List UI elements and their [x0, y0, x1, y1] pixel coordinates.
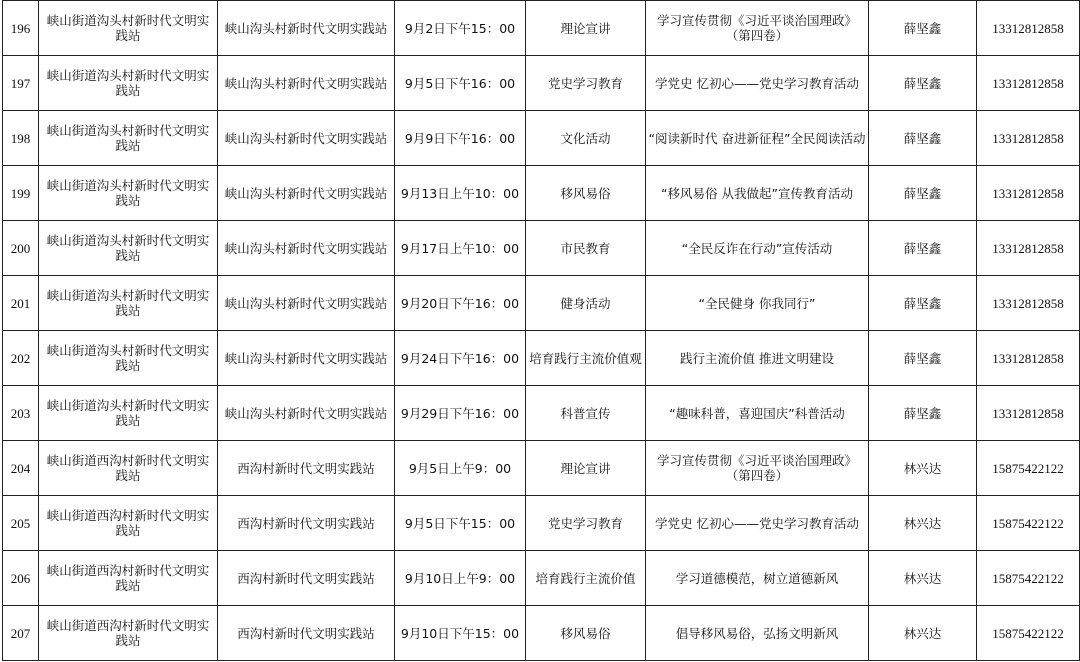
- activity-content-cell: 学习道德模范，树立道德新风: [646, 551, 869, 606]
- phone-cell: 15875422122: [977, 551, 1080, 606]
- organization-cell: 峡山街道沟头村新时代文明实践站: [39, 331, 218, 386]
- activity-type-cell: 党史学习教育: [526, 56, 646, 111]
- row-number: 205: [3, 496, 39, 551]
- activity-content-cell: “全民健身 你我同行”: [646, 276, 869, 331]
- phone-cell: 13312812858: [977, 166, 1080, 221]
- activity-type-cell: 培育践行主流价值: [526, 551, 646, 606]
- row-number: 201: [3, 276, 39, 331]
- contact-person-cell: 林兴达: [869, 606, 977, 661]
- contact-person-cell: 薛坚鑫: [869, 221, 977, 276]
- row-number: 204: [3, 441, 39, 496]
- activity-type-cell: 科普宣传: [526, 386, 646, 441]
- activity-type-cell: 培育践行主流价值观: [526, 331, 646, 386]
- row-number: 199: [3, 166, 39, 221]
- contact-person-cell: 林兴达: [869, 496, 977, 551]
- site-cell: 西沟村新时代文明实践站: [218, 551, 395, 606]
- activity-content-cell: 学习宣传贯彻《习近平谈治国理政》（第四卷）: [646, 1, 869, 56]
- organization-cell: 峡山街道沟头村新时代文明实践站: [39, 111, 218, 166]
- activity-content-cell: “全民反诈在行动”宣传活动: [646, 221, 869, 276]
- phone-cell: 13312812858: [977, 111, 1080, 166]
- time-cell: 9月9日下午16：00: [395, 111, 526, 166]
- site-cell: 峡山沟头村新时代文明实践站: [218, 166, 395, 221]
- site-cell: 峡山沟头村新时代文明实践站: [218, 1, 395, 56]
- activity-content-cell: “趣味科普，喜迎国庆”科普活动: [646, 386, 869, 441]
- site-cell: 峡山沟头村新时代文明实践站: [218, 221, 395, 276]
- phone-cell: 15875422122: [977, 441, 1080, 496]
- time-cell: 9月2日下午15：00: [395, 1, 526, 56]
- phone-cell: 13312812858: [977, 331, 1080, 386]
- organization-cell: 峡山街道沟头村新时代文明实践站: [39, 386, 218, 441]
- activity-content-cell: 学党史 忆初心——党史学习教育活动: [646, 496, 869, 551]
- contact-person-cell: 薛坚鑫: [869, 166, 977, 221]
- activity-table: [2, 0, 1080, 661]
- table-body: [3, 1, 1080, 661]
- contact-person-cell: 薛坚鑫: [869, 386, 977, 441]
- row-number: 207: [3, 606, 39, 661]
- site-cell: 西沟村新时代文明实践站: [218, 496, 395, 551]
- phone-cell: 15875422122: [977, 496, 1080, 551]
- time-cell: 9月5日下午15：00: [395, 496, 526, 551]
- activity-type-cell: 健身活动: [526, 276, 646, 331]
- table-row: [3, 56, 1080, 111]
- activity-content-cell: 倡导移风易俗，弘扬文明新风: [646, 606, 869, 661]
- site-cell: 西沟村新时代文明实践站: [218, 606, 395, 661]
- organization-cell: 峡山街道西沟村新时代文明实践站: [39, 496, 218, 551]
- phone-cell: 13312812858: [977, 1, 1080, 56]
- contact-person-cell: 林兴达: [869, 551, 977, 606]
- time-cell: 9月20日下午16：00: [395, 276, 526, 331]
- row-number: 197: [3, 56, 39, 111]
- row-number: 203: [3, 386, 39, 441]
- row-number: 196: [3, 1, 39, 56]
- table-row: [3, 276, 1080, 331]
- site-cell: 峡山沟头村新时代文明实践站: [218, 276, 395, 331]
- site-cell: 峡山沟头村新时代文明实践站: [218, 111, 395, 166]
- time-cell: 9月5日上午9：00: [395, 441, 526, 496]
- contact-person-cell: 薛坚鑫: [869, 331, 977, 386]
- table-row: [3, 606, 1080, 661]
- time-cell: 9月29日下午16：00: [395, 386, 526, 441]
- table-row: [3, 331, 1080, 386]
- contact-person-cell: 薛坚鑫: [869, 56, 977, 111]
- organization-cell: 峡山街道沟头村新时代文明实践站: [39, 1, 218, 56]
- organization-cell: 峡山街道沟头村新时代文明实践站: [39, 276, 218, 331]
- activity-type-cell: 理论宣讲: [526, 1, 646, 56]
- site-cell: 峡山沟头村新时代文明实践站: [218, 386, 395, 441]
- organization-cell: 峡山街道西沟村新时代文明实践站: [39, 606, 218, 661]
- phone-cell: 13312812858: [977, 56, 1080, 111]
- site-cell: 峡山沟头村新时代文明实践站: [218, 56, 395, 111]
- activity-type-cell: 理论宣讲: [526, 441, 646, 496]
- table-row: [3, 496, 1080, 551]
- organization-cell: 峡山街道西沟村新时代文明实践站: [39, 551, 218, 606]
- organization-cell: 峡山街道沟头村新时代文明实践站: [39, 221, 218, 276]
- time-cell: 9月24日下午16：00: [395, 331, 526, 386]
- table-row: [3, 221, 1080, 276]
- activity-type-cell: 移风易俗: [526, 606, 646, 661]
- contact-person-cell: 薛坚鑫: [869, 1, 977, 56]
- time-cell: 9月13日上午10：00: [395, 166, 526, 221]
- time-cell: 9月17日上午10：00: [395, 221, 526, 276]
- row-number: 198: [3, 111, 39, 166]
- activity-content-cell: “移风易俗 从我做起”宣传教育活动: [646, 166, 869, 221]
- activity-type-cell: 文化活动: [526, 111, 646, 166]
- row-number: 200: [3, 221, 39, 276]
- table-row: [3, 1, 1080, 56]
- time-cell: 9月10日上午9：00: [395, 551, 526, 606]
- organization-cell: 峡山街道沟头村新时代文明实践站: [39, 56, 218, 111]
- activity-content-cell: 践行主流价值 推进文明建设: [646, 331, 869, 386]
- contact-person-cell: 薛坚鑫: [869, 276, 977, 331]
- activity-content-cell: 学党史 忆初心——党史学习教育活动: [646, 56, 869, 111]
- activity-content-cell: 学习宣传贯彻《习近平谈治国理政》（第四卷）: [646, 441, 869, 496]
- activity-type-cell: 党史学习教育: [526, 496, 646, 551]
- activity-content-cell: “阅读新时代 奋进新征程”全民阅读活动: [646, 111, 869, 166]
- row-number: 206: [3, 551, 39, 606]
- contact-person-cell: 林兴达: [869, 441, 977, 496]
- site-cell: 西沟村新时代文明实践站: [218, 441, 395, 496]
- site-cell: 峡山沟头村新时代文明实践站: [218, 331, 395, 386]
- activity-type-cell: 移风易俗: [526, 166, 646, 221]
- organization-cell: 峡山街道沟头村新时代文明实践站: [39, 166, 218, 221]
- time-cell: 9月10日下午15：00: [395, 606, 526, 661]
- table-row: [3, 166, 1080, 221]
- phone-cell: 13312812858: [977, 386, 1080, 441]
- activity-type-cell: 市民教育: [526, 221, 646, 276]
- row-number: 202: [3, 331, 39, 386]
- phone-cell: 13312812858: [977, 221, 1080, 276]
- organization-cell: 峡山街道西沟村新时代文明实践站: [39, 441, 218, 496]
- table-row: [3, 551, 1080, 606]
- phone-cell: 13312812858: [977, 276, 1080, 331]
- table-row: [3, 441, 1080, 496]
- time-cell: 9月5日下午16：00: [395, 56, 526, 111]
- contact-person-cell: 薛坚鑫: [869, 111, 977, 166]
- phone-cell: 15875422122: [977, 606, 1080, 661]
- table-row: [3, 386, 1080, 441]
- table-row: [3, 111, 1080, 166]
